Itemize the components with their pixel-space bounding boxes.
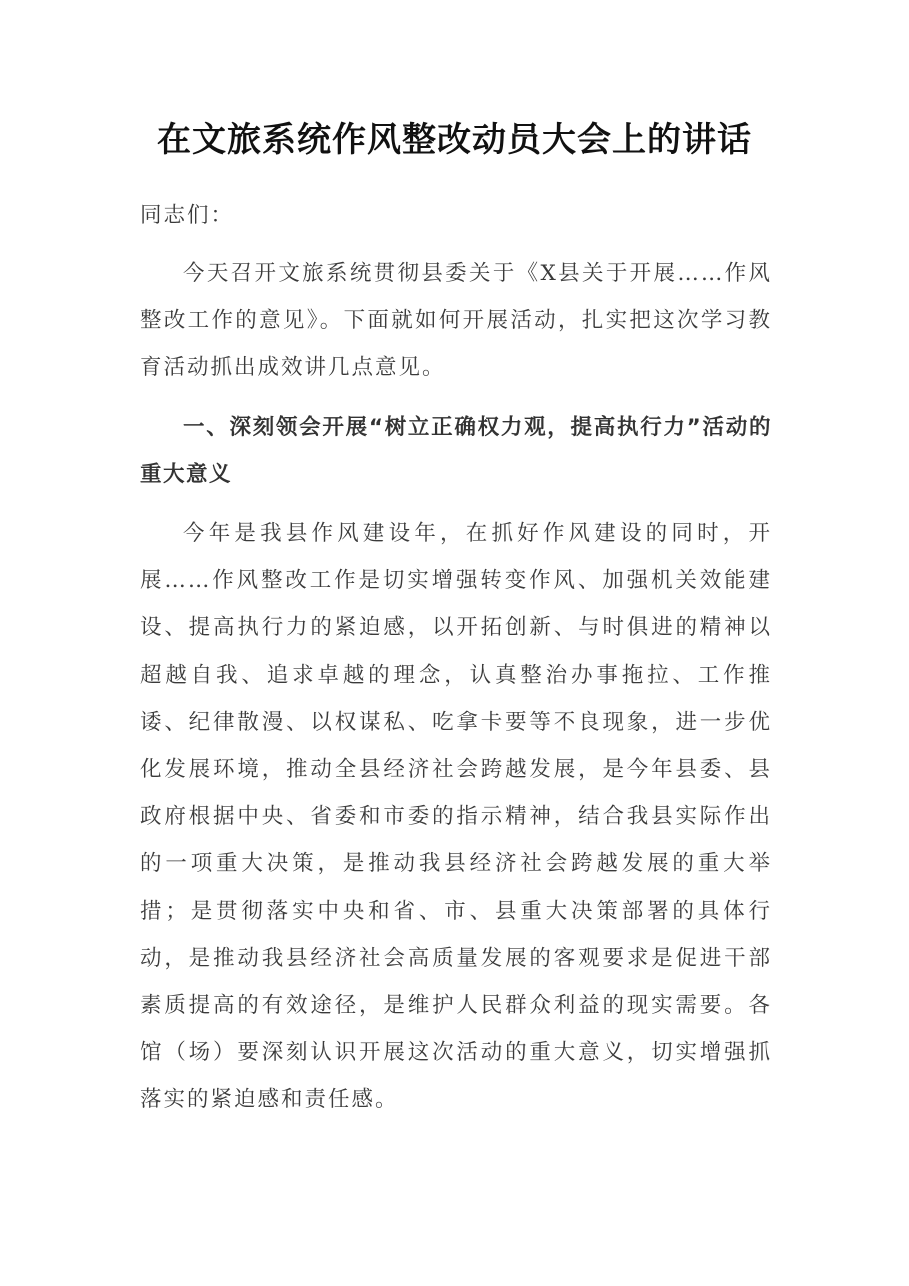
section-heading-1: 一、深刻领会开展“树立正确权力观，提高执行力”活动的重大意义 <box>140 415 772 488</box>
salutation: 同志们： <box>140 203 235 228</box>
section-1-paragraph: 今年是我县作风建设年，在抓好作风建设的同时，开展……作风整改工作是切实增强转变作风、加强机关效能建设、提高执行力的紧迫感，以开拓创新、与时俱进的精神以超越自我、追求卓越的理念，认真整治办事拖拉、工作推诿、纪律散漫、以权谋私、吃拿卡要等不良现象，进一步优化发展环境，推动全县经济社会跨越发展，是今年县委、县政府根据中央、省委和市委的指示精神，结合我县实际作出的一项重大决策，是推动我县经济社会跨越发展的重大举措；是贯彻落实中央和省、市、县重大决策部署的具体行动，是推动我县经济社会高质量发展的客观要求是促进干部素质提高的有效途径，是维护人民群众利益的现实需要。各馆（场）要深刻认识开展这次活动的重大意义，切实增强抓落实的紧迫感和责任感。 <box>140 521 772 1113</box>
document-title: 在文旅系统作风整改动员大会上的讲话 <box>157 120 752 160</box>
intro-paragraph: 今天召开文旅系统贯彻县委关于《X县关于开展……作风整改工作的意见》。下面就如何开展活动，扎实把这次学习教育活动抓出成效讲几点意见。 <box>140 261 772 381</box>
